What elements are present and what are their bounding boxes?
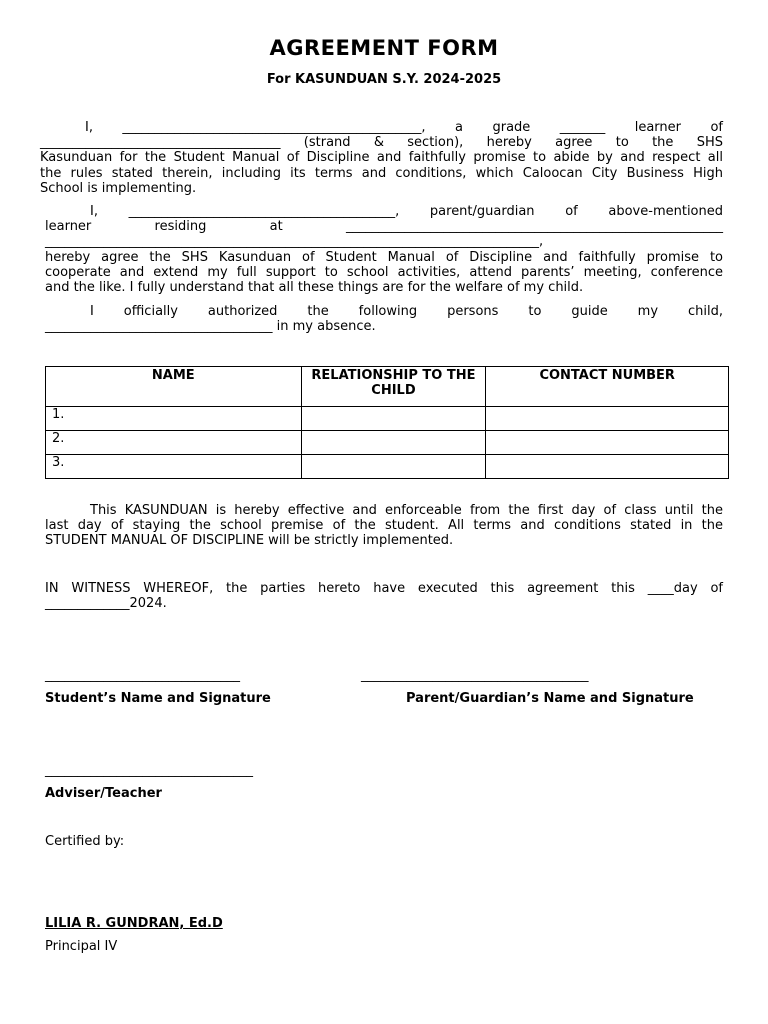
relationship-cell[interactable]: [301, 431, 486, 455]
table-row: [46, 455, 729, 479]
adviser-signature-label: Adviser/Teacher: [45, 786, 162, 801]
student-declaration-paragraph: [40, 120, 723, 196]
document-subtitle: For KASUNDUAN S.Y. 2024-2025: [266, 72, 502, 87]
paragraph-line: hereby agree the SHS Kasunduan of Student Manual of Discipline and faithfully promise to: [45, 249, 723, 265]
paragraph-line: ___________________________________ in my absence.: [45, 319, 376, 335]
paragraph-line: cooperate and extend my full support to school activities, attend parents’ meeting, conference: [45, 264, 723, 280]
certified-by-label: Certified by:: [45, 834, 125, 849]
name-cell[interactable]: 2.: [46, 431, 302, 455]
name-cell[interactable]: 1.: [46, 407, 302, 431]
student-signature-line[interactable]: ______________________________: [45, 668, 240, 683]
table-row: [46, 407, 729, 431]
paragraph-line: _____________________________________ (strand & section), hereby agree to the SHS: [40, 135, 723, 151]
effectivity-paragraph: [45, 503, 723, 549]
authorized-persons-table: [45, 366, 729, 479]
paragraph-line: ____________________________________________________________________________,: [45, 234, 544, 250]
paragraph-line: I, _________________________________________, parent/guardian of above-mentioned: [90, 204, 723, 219]
principal-name: LILIA R. GUNDRAN, Ed.D: [45, 916, 223, 931]
paragraph-line: IN WITNESS WHEREOF, the parties hereto have executed this agreement this ____day of: [45, 581, 723, 596]
table-row: [46, 431, 729, 455]
parent-declaration-paragraph: [45, 204, 723, 295]
adviser-signature-line[interactable]: ________________________________: [45, 763, 253, 778]
paragraph-line: STUDENT MANUAL OF DISCIPLINE will be strictly implemented.: [45, 533, 454, 549]
paragraph-line: and the like. I fully understand that all these things are for the welfare of my child.: [45, 280, 584, 296]
relationship-cell[interactable]: [301, 407, 486, 431]
paragraph-line: _____________2024.: [45, 596, 167, 612]
paragraph-line: last day of staying the school premise of the student. All terms and conditions stated in the: [45, 518, 723, 534]
parent-signature-label: Parent/Guardian’s Name and Signature: [406, 691, 694, 706]
paragraph-line: the rules stated therein, including its terms and conditions, which Caloocan City Business High: [40, 165, 723, 181]
paragraph-line: School is implementing.: [40, 180, 197, 196]
principal-title: Principal IV: [45, 939, 118, 954]
paragraph-line: Kasunduan for the Student Manual of Discipline and faithfully promise to abide by and respect all: [40, 150, 723, 166]
authorization-paragraph: [45, 304, 723, 334]
column-header-name: NAME: [46, 367, 302, 407]
paragraph-line: This KASUNDUAN is hereby effective and enforceable from the first day of class until the: [90, 503, 723, 518]
paragraph-line: I officially authorized the following persons to guide my child,: [90, 304, 723, 319]
contact-cell[interactable]: [486, 431, 729, 455]
paragraph-line: learner residing at __________________________________________________________: [45, 219, 723, 235]
relationship-cell[interactable]: [301, 455, 486, 479]
parent-signature-line[interactable]: ___________________________________: [361, 668, 589, 683]
contact-cell[interactable]: [486, 407, 729, 431]
column-header-relationship: RELATIONSHIP TO THE CHILD: [301, 367, 486, 407]
contact-cell[interactable]: [486, 455, 729, 479]
column-header-contact: CONTACT NUMBER: [486, 367, 729, 407]
witness-paragraph: [45, 581, 723, 611]
document-title: AGREEMENT FORM: [269, 36, 499, 60]
table-header-row: [46, 367, 729, 407]
name-cell[interactable]: 3.: [46, 455, 302, 479]
paragraph-line: I, ______________________________________________, a grade _______ learner of: [85, 120, 723, 135]
student-signature-label: Student’s Name and Signature: [45, 691, 271, 706]
